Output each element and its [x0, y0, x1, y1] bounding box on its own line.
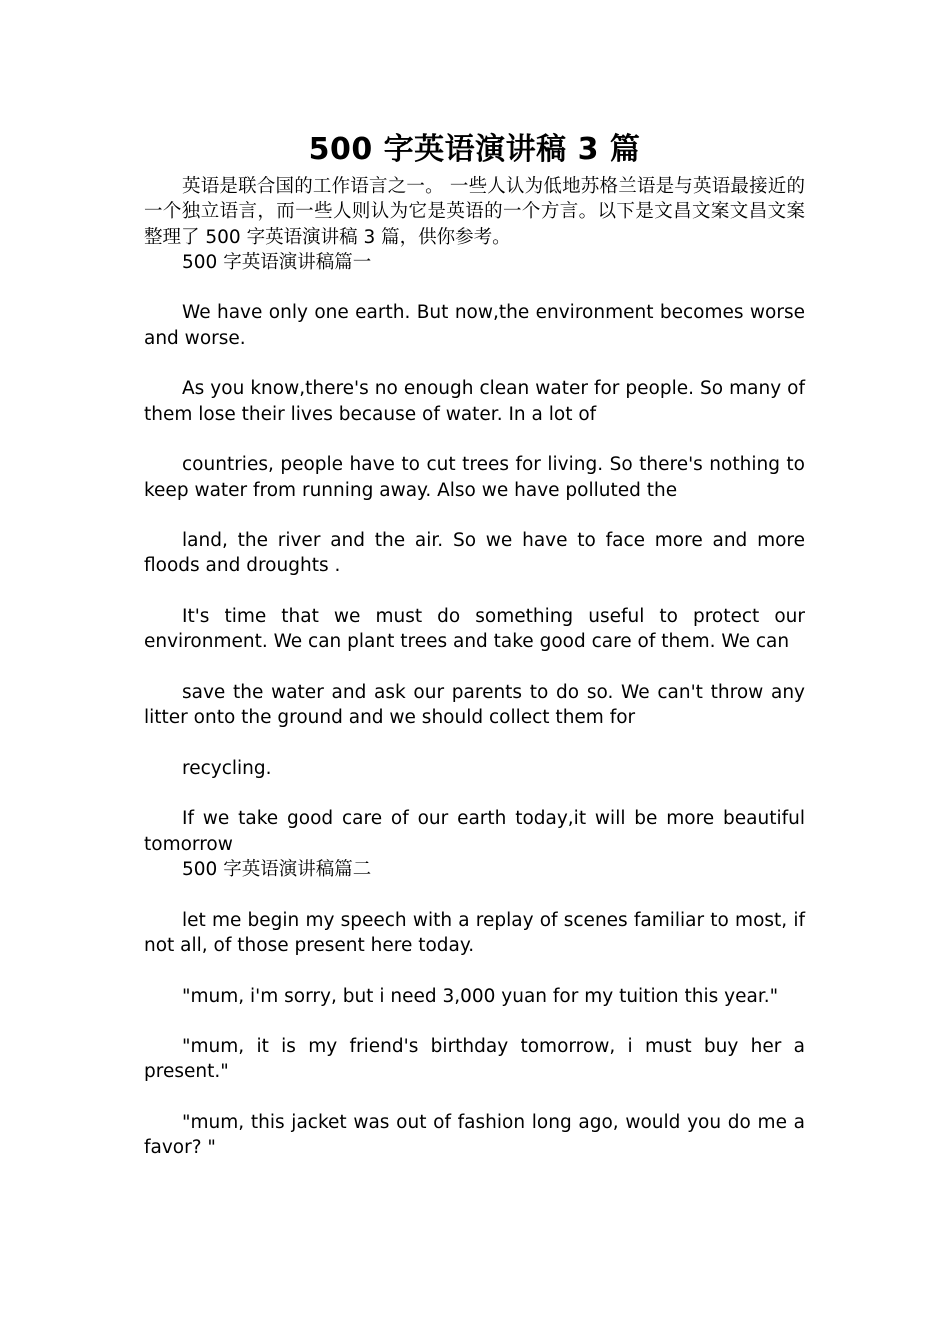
paragraph: If we take good care of our earth today,it will be more beautiful tomorrow	[144, 808, 805, 855]
paragraph: recycling.	[182, 757, 272, 779]
paragraph: "mum, it is my friend's birthday tomorrow, i must buy her a present."	[144, 1036, 805, 1083]
document-page	[144, 128, 805, 1161]
paragraph: As you know,there's no enough clean water for people. So many of them lose their lives because of water. In a lot of	[144, 378, 805, 425]
paragraph: let me begin my speech with a replay of scenes familiar to most, if not all, of those present here today.	[144, 909, 805, 956]
paragraph: We have only one earth. But now,the environment becomes worse and worse.	[144, 302, 805, 349]
paragraph: It's time that we must do something useful to protect our environment. We can plant trees and take good care of them. We can	[144, 606, 805, 653]
section-heading-2: 500 字英语演讲稿篇二	[182, 859, 372, 881]
paragraph: save the water and ask our parents to do so. We can't throw any litter onto the ground and we should collect them for	[144, 681, 805, 729]
document-title: 500 字英语演讲稿 3 篇	[308, 132, 641, 167]
intro-paragraph: 英语是联合国的工作语言之一。 一些人认为低地苏格兰语是与英语最接近的一个独立语言，而一些人则认为它是英语的一个方言。以下是文昌文案文昌文案整理了 500 字英语演讲稿 3 篇，供你参考。	[144, 176, 805, 248]
paragraph: "mum, this jacket was out of fashion long ago, would you do me a favor? "	[144, 1111, 805, 1159]
paragraph: countries, people have to cut trees for living. So there's nothing to keep water from running away. Also we have polluted the	[144, 454, 805, 501]
paragraph: "mum, i'm sorry, but i need 3,000 yuan for my tuition this year."	[182, 985, 779, 1007]
section-heading-1: 500 字英语演讲稿篇一	[182, 251, 372, 273]
paragraph: land, the river and the air. So we have to face more and more floods and droughts .	[144, 530, 805, 577]
